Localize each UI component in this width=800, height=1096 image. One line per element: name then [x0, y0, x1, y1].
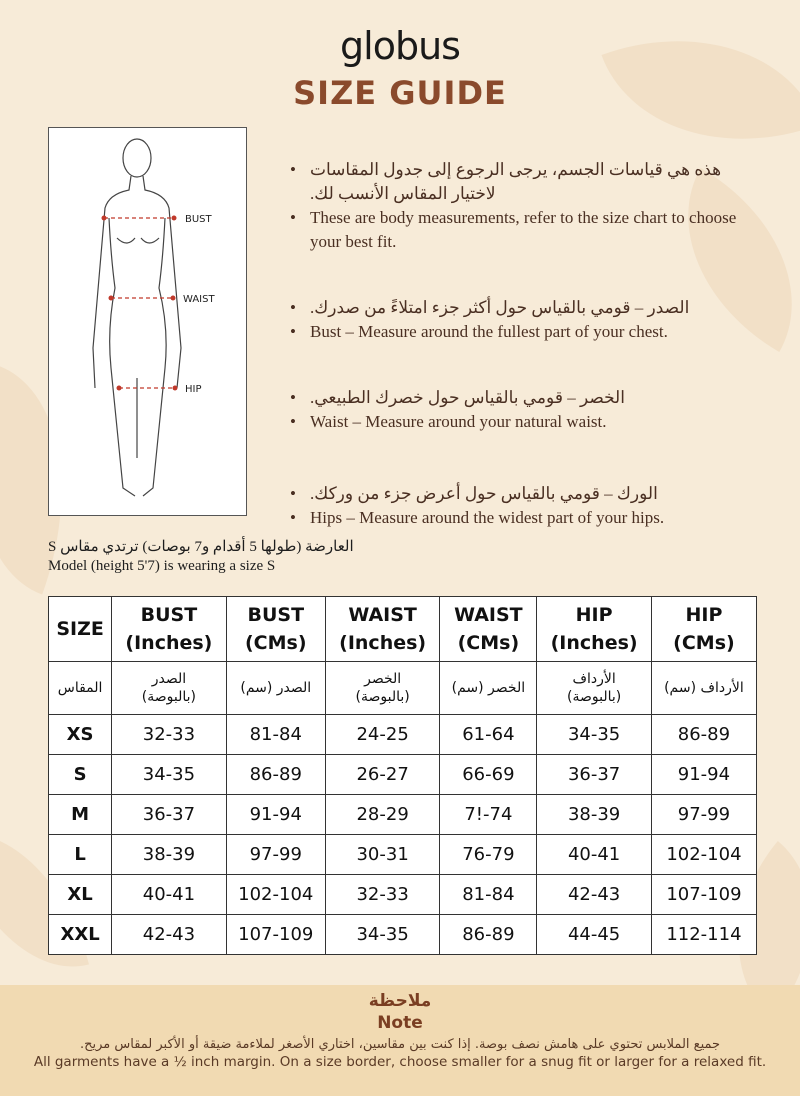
page-title: SIZE GUIDE: [293, 74, 507, 112]
table-row-cell: [112, 875, 227, 915]
instruction-hips: [290, 482, 750, 530]
waist-label: WAIST: [183, 294, 215, 305]
table-row-cell: [651, 915, 756, 955]
table-row-text: 81-84: [462, 884, 515, 905]
header-row-en-cell: [325, 597, 440, 662]
table-row-cell: [537, 915, 652, 955]
table-row-text: XS: [66, 724, 94, 745]
table-row-text: 7!-74: [464, 804, 513, 825]
table-row-cell: [651, 755, 756, 795]
table-row-text: XL: [67, 884, 93, 905]
header-row-ar-text: الخصر: [364, 671, 402, 687]
header-row-ar-cell: [226, 662, 325, 715]
instruction-ar: • الخصر – قومي بالقياس حول خصرك الطبيعي.: [290, 386, 750, 410]
table-row-text: M: [71, 804, 90, 825]
header-row-ar-cell: [112, 662, 227, 715]
header-row-en-cell: [537, 597, 652, 662]
header-row-en-text: (Inches): [339, 632, 427, 654]
table-row-cell: [440, 795, 537, 835]
table-row-text: 36-37: [142, 804, 196, 825]
table-row-cell: [112, 795, 227, 835]
header-row-en-text: (CMs): [245, 632, 307, 654]
table-row-text: 81-84: [249, 724, 302, 745]
header-row-en-cell: [651, 597, 756, 662]
table-row-cell: [49, 755, 112, 795]
table-row-cell: [651, 835, 756, 875]
header-row-ar-cell: [440, 662, 537, 715]
header-row-en-cell: [440, 597, 537, 662]
table-row-cell: [325, 755, 440, 795]
table-row: [49, 915, 757, 955]
table-row-text: 36-37: [567, 764, 621, 785]
instruction-en: • Hips – Measure around the widest part of your hips.: [290, 506, 750, 530]
table-row-cell: [49, 915, 112, 955]
table-row-text: 91-94: [249, 804, 302, 825]
header-row-en-text: (Inches): [125, 632, 213, 654]
measurement-instructions: [290, 158, 750, 572]
table-row-cell: [226, 835, 325, 875]
table-row-text: 34-35: [356, 924, 409, 945]
table-row-cell: [226, 875, 325, 915]
header-row-ar-cell: [651, 662, 756, 715]
instruction-ar: • الصدر – قومي بالقياس حول أكثر جزء امتلاءً من صدرك.: [290, 296, 750, 320]
table-row-text: 38-39: [142, 844, 196, 865]
header-row-ar-text: الصدر: [151, 671, 187, 687]
instruction-ar: • الورك – قومي بالقياس حول أعرض جزء من وركك.: [290, 482, 750, 506]
table-row-cell: [440, 715, 537, 755]
table-row-cell: [112, 715, 227, 755]
instruction-ar: • هذه هي قياسات الجسم، يرجى الرجوع إلى جدول المقاسات لاختيار المقاس الأنسب لك.: [290, 158, 750, 206]
table-row-cell: [537, 755, 652, 795]
header-row-en-text: WAIST: [348, 604, 417, 626]
header-row-ar-text: الخصر (سم): [451, 680, 526, 696]
note-text-en: All garments have a ½ inch margin. On a size border, choose smaller for a snug fit or larger for a relaxed fit.: [33, 1054, 767, 1070]
table-row-text: 112-114: [666, 924, 742, 945]
note-title-ar: ملاحظة: [368, 991, 432, 1011]
table-row: [49, 875, 757, 915]
header-row-en-text: (Inches): [550, 632, 638, 654]
table-row-cell: [440, 835, 537, 875]
table-row-text: 86-89: [462, 924, 515, 945]
note-section: [0, 985, 800, 1096]
instruction-waist: [290, 386, 750, 434]
table-row-cell: [226, 755, 325, 795]
table-row-text: 86-89: [677, 724, 731, 745]
table-row: [49, 795, 757, 835]
header-row-en-text: HIP: [685, 604, 723, 626]
header-row-en-cell: [226, 597, 325, 662]
table-row-cell: [325, 915, 440, 955]
header-row-en-text: SIZE: [56, 618, 104, 640]
table-row-text: 107-109: [666, 884, 742, 905]
header-row-en-text: WAIST: [454, 604, 523, 626]
instruction-en: • Bust – Measure around the fullest part of your chest.: [290, 320, 750, 344]
header-row-ar-text: الصدر (سم): [240, 680, 312, 696]
model-info: [48, 538, 354, 576]
header-row-en: [49, 597, 757, 662]
table-row-text: 97-99: [677, 804, 731, 825]
header-row-ar-cell: [325, 662, 440, 715]
table-row-text: 76-79: [462, 844, 515, 865]
table-row-text: 107-109: [238, 924, 314, 945]
table-row-cell: [325, 715, 440, 755]
header-row-en-text: BUST: [140, 604, 198, 626]
table-row-cell: [325, 875, 440, 915]
header-row-ar-text: (بالبوصة): [567, 689, 622, 705]
table-row: [49, 715, 757, 755]
instruction-general: [290, 158, 750, 254]
table-row: [49, 755, 757, 795]
table-row: [49, 835, 757, 875]
table-row-text: 32-33: [142, 724, 196, 745]
instruction-bust: [290, 296, 750, 344]
brand-logo: globus: [340, 24, 460, 68]
header-row-en-cell: [49, 597, 112, 662]
table-row-cell: [49, 875, 112, 915]
header-row-en-text: BUST: [247, 604, 305, 626]
table-row-cell: [112, 835, 227, 875]
header-row-en-cell: [112, 597, 227, 662]
table-row-cell: [537, 795, 652, 835]
instruction-en: • Waist – Measure around your natural waist.: [290, 410, 750, 434]
header-row-en-text: (CMs): [457, 632, 520, 654]
table-row-cell: [651, 715, 756, 755]
header-row-ar-cell: [537, 662, 652, 715]
table-row-cell: [537, 835, 652, 875]
table-row-cell: [49, 715, 112, 755]
table-row-cell: [226, 715, 325, 755]
table-row-cell: [537, 715, 652, 755]
table-row-cell: [537, 875, 652, 915]
table-row-text: 38-39: [567, 804, 621, 825]
table-row-text: 91-94: [677, 764, 731, 785]
table-row-text: S: [73, 764, 87, 785]
table-row-text: 44-45: [567, 924, 621, 945]
table-row-cell: [440, 915, 537, 955]
table-row-cell: [440, 875, 537, 915]
table-row-text: 97-99: [249, 844, 302, 865]
header-row-en-text: HIP: [575, 604, 613, 626]
table-row-text: 28-29: [356, 804, 409, 825]
model-info-en: Model (height 5'7) is wearing a size S: [48, 558, 276, 574]
table-row-cell: [49, 835, 112, 875]
table-row-cell: [651, 795, 756, 835]
table-row-text: 102-104: [238, 884, 314, 905]
table-row-cell: [325, 835, 440, 875]
header-row-ar: [49, 662, 757, 715]
note-title-en: Note: [377, 1013, 423, 1033]
table-row-text: 34-35: [567, 724, 621, 745]
header-row-ar-text: المقاس: [57, 680, 103, 696]
table-row-cell: [325, 795, 440, 835]
table-row-text: 42-43: [142, 924, 196, 945]
table-row-text: 66-69: [462, 764, 515, 785]
note-text-ar: جميع الملابس تحتوي على هامش نصف بوصة. إذا كنت بين مقاسين، اختاري الأصغر لملاءمة ضيقة أو الأكبر لمقاس مريح.: [79, 1037, 721, 1052]
table-row-text: 61-64: [462, 724, 515, 745]
bust-label: BUST: [185, 214, 212, 225]
table-row-text: 102-104: [666, 844, 742, 865]
header-row-ar-cell: [49, 662, 112, 715]
table-row-text: 40-41: [567, 844, 621, 865]
size-chart-table: [48, 596, 757, 955]
table-row-text: 40-41: [142, 884, 196, 905]
table-row-text: 42-43: [567, 884, 621, 905]
hip-label: HIP: [185, 384, 202, 395]
header-row-ar-text: الأرداف: [572, 671, 616, 687]
table-row-text: 34-35: [142, 764, 196, 785]
header-row-ar-text: (بالبوصة): [141, 689, 196, 705]
table-row-cell: [651, 875, 756, 915]
table-row-text: 24-25: [356, 724, 409, 745]
table-row-cell: [49, 795, 112, 835]
table-row-cell: [112, 915, 227, 955]
body-measurement-figure: [48, 127, 247, 516]
table-row-cell: [226, 915, 325, 955]
table-row-text: 30-31: [356, 844, 409, 865]
header-row-en-text: (CMs): [673, 632, 735, 654]
model-info-ar: العارضة (طولها 5 أقدام و7 بوصات) ترتدي مقاس S: [48, 539, 354, 555]
table-row-text: L: [74, 844, 86, 865]
table-row-text: 32-33: [356, 884, 409, 905]
table-row-text: 86-89: [249, 764, 302, 785]
table-row-cell: [226, 795, 325, 835]
table-row-cell: [440, 755, 537, 795]
table-row-cell: [112, 755, 227, 795]
body-silhouette-icon: [49, 128, 246, 515]
table-row-text: 26-27: [356, 764, 409, 785]
header-row-ar-text: (بالبوصة): [355, 689, 410, 705]
header-row-ar-text: الأرداف (سم): [664, 680, 744, 696]
instruction-en: • These are body measurements, refer to the size chart to choose your best fit.: [290, 206, 750, 254]
table-row-text: XXL: [60, 924, 100, 945]
